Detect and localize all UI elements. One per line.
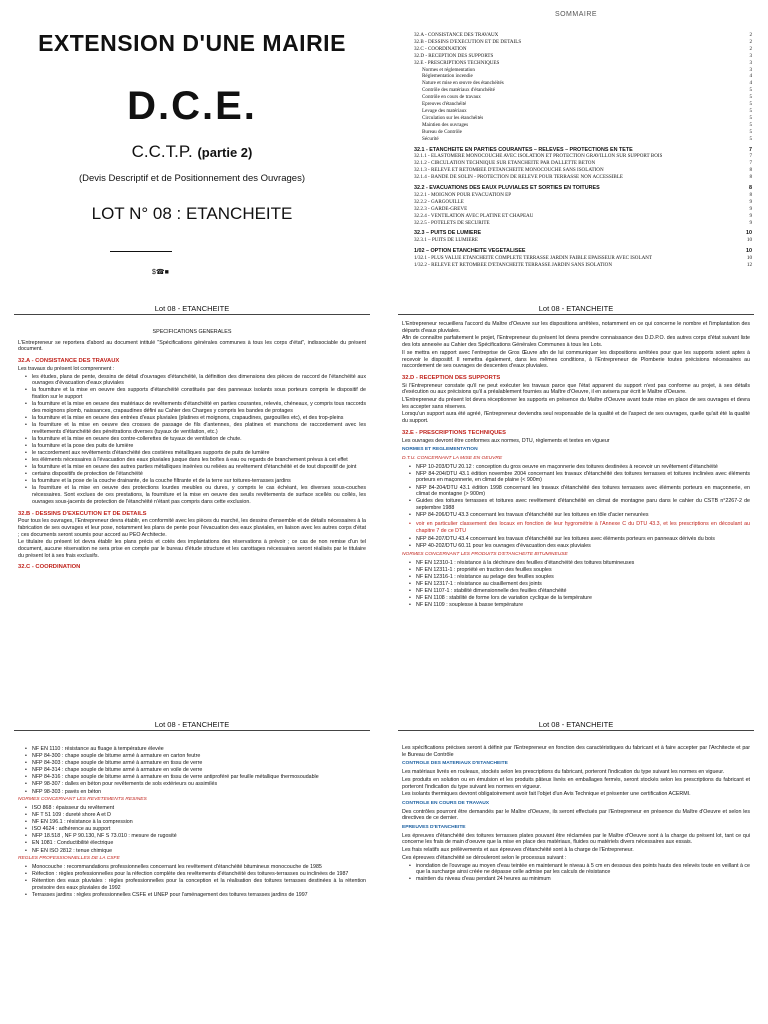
- toc-entry-title: Maintien des ouvrages: [422, 121, 469, 128]
- toc-list: [414, 32, 752, 269]
- cover-page: [0, 0, 384, 264]
- toc-entry-title: 1/32.2 - RELEVE ET RETOMBEE D'ETANCHEITE TERRASSE JARDIN SANS ISOLATION: [414, 262, 613, 269]
- toc-entry[interactable]: [414, 255, 752, 262]
- toc-entry[interactable]: [414, 32, 752, 39]
- list-item: • NF EN 196.1 : résistance à la compression: [18, 819, 366, 826]
- toc-entry[interactable]: [414, 160, 752, 167]
- toc-entry-title: 32.B - DESSINS D'EXECUTION ET DE DETAILS: [414, 38, 522, 45]
- running-header: Lot 08 - ETANCHEITE: [154, 720, 230, 729]
- toc-entry-page: 8: [749, 174, 752, 181]
- toc-entry-title: Levage des matériaux: [422, 107, 467, 114]
- toc-entry-title: 32.1 - ETANCHEITE EN PARTIES COURANTES – RELEVES – PROTECTIONS EN TETE: [414, 146, 633, 153]
- list-item: • NFP 84-314 : chape souple de bitume armé à armature en voile de verre: [18, 767, 366, 774]
- toc-entry-page: 8: [749, 191, 752, 198]
- list-item: • la fourniture et la pose de la couche drainante, de la couche filtrante et de la terre sur toitures-terrasses jardins: [18, 478, 366, 485]
- list-item: • la fourniture et la mise en oeuvre des supports d'étanchéité constitués par des panneaux isolants sous porteurs compris le dispositif de fixation sur le support: [18, 387, 366, 400]
- toc-entry[interactable]: [414, 153, 752, 160]
- toc-entry[interactable]: [414, 122, 752, 129]
- list-item: • NFP 98-303 : pavés en béton: [18, 789, 366, 796]
- toc-entry[interactable]: [414, 199, 752, 206]
- dtu-list: [402, 464, 750, 519]
- list-item: • la fourniture et la mise en oeuvre des contre-collerettes de tuyaux de ventilation de chute.: [18, 436, 366, 443]
- list-item: • NFP 84-316 : chape souple de bitume armé à armature en tissu de verre antiproféré par feuille métallique thermosoudable: [18, 774, 366, 781]
- toc-entry-page: 5: [749, 135, 752, 142]
- section-32d-p2: L'Entrepreneur du présent lot devra réceptionner les supports en présence du Maître d'Oeuvre avant toute mise en place de ses ouvrages et devra les accepter sans réserves.: [402, 397, 750, 410]
- list-item: • ISO 4624 : adhérence au support: [18, 826, 366, 833]
- list-item: • NF EN 1107-1 : stabilité dimensionnelle des feuilles d'étanchéité: [402, 588, 750, 595]
- toc-entry-title: 32.3 – PUITS DE LUMIERE: [414, 230, 482, 237]
- toc-entry-page: 2: [749, 32, 752, 38]
- toc-entry[interactable]: [414, 167, 752, 174]
- toc-entry[interactable]: [414, 192, 752, 199]
- list-item: • inondation de l'ouvrage au moyen d'eau teintée en maintenant le niveau à 5 cm en dessous des points hauts des relevés toute en veillant à ce que la surcharge ainsi créée ne dépasse celle admise par les calculs de résistance: [402, 863, 750, 876]
- list-item: • NF EN 12317-1 : résistance au cisaillement des joints: [402, 581, 750, 588]
- toc-entry-page: 9: [749, 198, 752, 205]
- toc-entry-title: 32.1.2 - CIRCULATION TECHNIQUE SUR ETANCHEITE PAR DALLETTE BETON: [414, 160, 596, 167]
- toc-entry-page: 5: [749, 94, 752, 101]
- toc-entry-page: 10: [746, 248, 752, 255]
- toc-entry-title: Epreuves d'étanchéité: [422, 101, 467, 108]
- toc-entry[interactable]: [414, 174, 752, 181]
- csfe-heading: REGLES PROFESSIONNELLES DE LA CSFE: [18, 856, 120, 862]
- dtu-list-2: [402, 536, 750, 550]
- toc-entry-page: 5: [749, 114, 752, 121]
- list-item: • ISO 868 : épaisseur du revêtement: [18, 805, 366, 812]
- toc-entry-title: 1/32.1 - PLUS VALUE ETANCHEITE COMPLETE TERRASSE JARDIN FAIBLE EPAISSEUR AVEC ISOLANT: [414, 255, 653, 262]
- list-item: • NF T 51 109 : dureté shore A et D: [18, 812, 366, 819]
- cover-lot: LOT N° 08 : ETANCHEITE: [91, 204, 293, 223]
- epreuves-list: [402, 863, 750, 884]
- cover-description: (Devis Descriptif et de Positionnement des Ouvrages): [79, 173, 305, 184]
- list-item: • NF EN 1110 : résistance au fluage à température élevée: [18, 746, 366, 753]
- section-32e-intro: Les ouvrages devront être conformes aux normes, DTU, règlements et textes en vigueur: [402, 437, 610, 444]
- list-item: • la fourniture et la mise en oeuvre des entrées d'eaux pluviales (platines et moignons, crapaudines, gargouilles etc), et des trop-pleins: [18, 415, 366, 422]
- section-heading-32e: 32.E - PRESCRIPTIONS TECHNIQUES: [402, 429, 507, 436]
- toc-entry-title: Contrôle des matériaux d'étanchéité: [422, 87, 495, 94]
- toc-entry[interactable]: [414, 108, 752, 115]
- list-item: • Monocouche : recommandations professionnelles concernant les revêtement d'étanchéité bitumineux monocouche de 1985: [18, 864, 366, 871]
- epreuves-heading: EPREUVES D'ETANCHEITE: [402, 825, 466, 831]
- toc-entry-page: 3: [749, 52, 752, 59]
- section-heading-32a: 32.A - CONSISTANCE DES TRAVAUX: [18, 358, 120, 365]
- spec-paragraph: Les spécifications précises seront à définir par l'Entrepreneur en fonction des caractéristiques du fabricant et à faire accepter par l'Architecte et par le Bureau de Contrôle: [402, 745, 750, 758]
- section-heading-32b: 32.B - DESSINS D'EXECUTION ET DE DETAILS: [18, 510, 147, 517]
- toc-entry-title: 32.2.2 - GARGOUILLE: [414, 198, 464, 205]
- toc-entry-title: Bureau de Contrôle: [422, 128, 462, 135]
- section-32b-p1: Pour tous les ouvrages, l'Entrepreneur devra établir, en conformité avec les pièces du marché, les dessins d'ensemble et de détails nécessaires à la fabrication de ses ouvrages et leur pose, notamment les plans de pente pour l'évacuation des eaux pluviales, en liaison avec les autres corps d'état ; ces documents seront soumis pour accord au PEO Architecte.: [18, 518, 366, 538]
- toc-entry-title: 32.1.1 - ELASTOMERE MONOCOUCHE AVEC ISOLATION ET PROTECTION GRAVILLON SUR SUPPORT BOIS: [414, 153, 663, 160]
- toc-entry-title: Sécurité: [422, 135, 439, 142]
- toc-entry[interactable]: [414, 230, 752, 237]
- list-item: • NFP 84-204/DTU 43.1 édition 1998 concernant les travaux d'étanchéité des toitures terrasses avec éléments porteurs en maçonnerie, en climat de montagne (> 900m): [402, 485, 750, 498]
- running-header: Lot 08 - ETANCHEITE: [538, 304, 614, 313]
- list-item: • la fourniture et la mise en oeuvre des autres parties métalliques insérées ou reliées au revêtement d'étanchéité et de tout dispositif de joint: [18, 464, 366, 471]
- ctrl-materiaux-heading: CONTROLE DES MATERIAUX D'ETANCHEITE: [402, 761, 508, 767]
- epreuves-p3: Ces épreuves d'étanchéité se dérouleront selon le processus suivant :: [402, 854, 567, 861]
- toc-entry[interactable]: [414, 39, 752, 46]
- resin-heading: NORMES CONCERNANT LES REVETEMENTS RESINES: [18, 797, 147, 803]
- toc-entry-page: 7: [749, 160, 752, 167]
- toc-entry[interactable]: [414, 262, 752, 269]
- intro-paragraph: L'Entrepreneur se reportera d'abord au document intitulé "Spécifications générales communes à tous les corps d'état", indissociable du présent document.: [18, 339, 366, 353]
- toc-entry[interactable]: [414, 220, 752, 227]
- page-4: [0, 716, 384, 1024]
- norms-continued-list: [18, 746, 366, 795]
- toc-entry-title: 32.2.5 - POTELETS DE SECURITE: [414, 219, 490, 226]
- toc-entry-page: 9: [749, 219, 752, 226]
- epreuves-p1: Les épreuves d'étanchéité des toitures terrasses plates pouvant être réclamées par le Maître d'Oeuvre sont à la charge du présent lot, tant ce qui concerne les frais de main d'oeuvre que la mise en place des matériaux, fluides ou matériels divers nécessaires aux essais.: [402, 832, 750, 846]
- running-header: Lot 08 - ETANCHEITE: [538, 720, 614, 729]
- toc-entry[interactable]: [414, 46, 752, 53]
- toc-entry[interactable]: [414, 73, 752, 80]
- toc-entry-title: 32.C - COORDINATION: [414, 45, 467, 52]
- list-item: • Rétention des eaux pluviales : règles professionnelles pour la conception et la réalisation des toitures terrasses destinées à la rétention provisoire des eaux pluviales de 1992: [18, 878, 366, 891]
- coord-p3: Il se mettra en rapport avec l'entreprise de Gros Œuvre afin de lui communiquer les dispositions arrêtées pour que les supports soient aptes à recevoir le dispositif. Il remettra également, dans les mêmes conditions, à l'Entrepreneur de Plomberie toutes précisions nécessaires au raccordement de ses ouvrages de descentes d'eaux pluviales.: [402, 349, 750, 370]
- toc-entry-title: Normes et réglementation: [422, 66, 475, 73]
- toc-page: [384, 0, 768, 300]
- travaux-paragraph: Des contrôles pourront être demandés par le Maître d'Oeuvre, ils seront effectués par l'Entrepreneur en présence du Maître d'Oeuvre et selon les directives de ce dernier.: [402, 808, 750, 822]
- toc-entry-title: 32.2.3 - GARDE-GREVE: [414, 205, 468, 212]
- spec-heading: SPECIFICATIONS GENERALES: [152, 329, 232, 335]
- ctrl-p3: Les isolants thermiques devront obligatoirement avoir fait l'objet d'un Avis Technique et présenter une certification ACERMI.: [402, 791, 691, 798]
- cover-divider: [110, 251, 172, 252]
- toc-entry-page: 3: [749, 59, 752, 66]
- ctrl-p2: Les produits en solution ou en émulsion et les produits pâteux livrés en emballages fermés, seront stockés selon les prescriptions du fabricant et porteront l'indication du type suivant les normes en vigueur.: [402, 776, 750, 790]
- toc-entry[interactable]: [414, 248, 752, 255]
- cover-title: EXTENSION D'UNE MAIRIE: [38, 30, 346, 56]
- toc-entry-title: 32.D - RECEPTION DES SUPPORTS: [414, 52, 494, 59]
- list-item: • les éléments nécessaires à l'évacuation des eaux pluviales jusque dans les boîtes à eau ou regards de branchement prévus à cet effet: [18, 457, 366, 464]
- toc-entry-title: Contrôle en cours de travaux: [422, 94, 481, 101]
- cover-mark: $☎■: [152, 269, 169, 276]
- section-32a-intro: Les travaux du présent lot comprennent :: [18, 365, 115, 372]
- list-item: • NF EN 12316-1 : résistance au pelage des feuilles souples: [402, 574, 750, 581]
- nf-list: [402, 560, 750, 609]
- list-item: • NF EN 12311-1 : propriété en traction des feuilles souples: [402, 567, 750, 574]
- toc-entry-page: 8: [749, 167, 752, 174]
- coord-p1: L'Entrepreneur recueillera l'accord du Maître d'Oeuvre sur les dispositions arrêtées, notamment en ce qui concerne le nombre et l'implantation des départs d'eaux pluviales.: [402, 321, 750, 334]
- list-item: • NFP 10-203/DTU 20.12 : conception du gros oeuvre en maçonnerie des toitures destinées à recevoir un revêtement d'étanchéité: [402, 464, 750, 471]
- toc-entry-page: 4: [749, 73, 752, 80]
- cover-cctp: [0, 142, 384, 162]
- ctrl-travaux-heading: CONTROLE EN COURS DE TRAVAUX: [402, 800, 490, 806]
- page-2-body: [0, 315, 384, 571]
- list-item: • NFP 84-303 : chape souple de bitume armé à armature en tissu de verre: [18, 760, 366, 767]
- list-item: • NFP 18.518 , NF P 90.130, NF S 73.010 : mesure de rugosité: [18, 833, 366, 840]
- toc-entry[interactable]: [414, 206, 752, 213]
- toc-entry[interactable]: [414, 129, 752, 136]
- page-4-body: [0, 731, 384, 899]
- toc-entry-page: 10: [746, 255, 752, 262]
- toc-entry-page: 5: [749, 128, 752, 135]
- toc-entry-page: 10: [746, 230, 752, 237]
- toc-entry-title: Réglementation incendie: [422, 73, 473, 80]
- toc-entry-title: 32.3.1 – PUITS DE LUMIERE: [414, 237, 478, 244]
- page-3: [384, 300, 768, 716]
- list-item: • la fourniture et la mise en oeuvre des protections lourdes meubles ou dures, y compris le cas échéant, les diverses sous-couches nécessaires. Sont exclues de ces prestations, la fourniture et la mise en oeuvre des seuils revêtements de surface scellés ou collés, les ouvrages sous-jacents de protection de l'étanchéité n'étant pas compris dans cette exclusion.: [18, 485, 366, 505]
- page-5: [384, 716, 768, 1024]
- toc-entry-title: 32.2.1 - MOIGNON POUR EVACUATION EP: [414, 191, 512, 198]
- toc-heading: SOMMAIRE: [554, 11, 598, 18]
- list-item: • le raccordement aux revêtements d'étanchéité des costières métalliques supports de puits de lumière: [18, 450, 366, 457]
- toc-entry[interactable]: [414, 53, 752, 60]
- list-item: • NFP 40-202/DTU 60.11 pour les ouvrages d'évacuation des eaux pluviales: [402, 543, 750, 550]
- section-32d-p3: Lorsqu'un support aura été agréé, l'Entrepreneur deviendra seul responsable de la qualité et de l'aspect de ses ouvrages, quelle qu'ait été la qualité du support.: [402, 411, 750, 425]
- list-item: • la fourniture et la pose des puits de lumière: [18, 443, 366, 450]
- list-item: • EN 1081 : Conductibilité électrique: [18, 840, 366, 847]
- toc-entry-title: 32.A - CONSISTANCE DES TRAVAUX: [414, 32, 499, 38]
- list-item: • NFP 98-307 : dalles en béton pour revêtements de sols extérieurs ou assimilés: [18, 781, 366, 788]
- section-heading-32c: 32.C - COORDINATION: [18, 564, 81, 571]
- list-item: • NF EN 1109 : souplesse à basse température: [402, 602, 750, 609]
- toc-entry[interactable]: [414, 60, 752, 67]
- toc-entry-page: 9: [749, 212, 752, 219]
- list-item: • Guides des toitures terrasses et toitures avec revêtement d'étanchéité en climat de montagne paru dans le cahier du CSTB n°2267-2 de septembre 1988: [402, 498, 750, 511]
- list-item: • NF EN 1108 : stabilité de forme lors de variation cyclique de la température: [402, 595, 750, 602]
- toc-entry-page: 5: [749, 107, 752, 114]
- page-2: [0, 300, 384, 716]
- toc-entry[interactable]: [414, 94, 752, 101]
- toc-entry-title: 32.2 - EVACUATIONS DES EAUX PLUVIALES ET SORTIES EN TOITURES: [414, 185, 600, 192]
- list-item: • les études, plans de pente, dessins de détail d'ouvrages d'étanchéité, la définition des dimensions des pièces de raccord de l'étanchéité aux ouvrages d'évacuation d'eaux pluviales: [18, 374, 366, 387]
- toc-entry-page: 7: [749, 153, 752, 160]
- list-item: • NFP 84-204/DTU 43.1 édition novembre 2004 concernant les travaux d'étanchéité des toitures terrasses et toitures inclinées avec éléments porteurs en maçonnerie, en climat de plaine (< 900m): [402, 471, 750, 484]
- list-item: • NFP 84-300 : chape souple de bitume armé à armature en carton feutre: [18, 753, 366, 760]
- toc-entry-page: 5: [749, 101, 752, 108]
- running-header: Lot 08 - ETANCHEITE: [154, 304, 230, 313]
- list-item: • la fourniture et la mise en oeuvre des matériaux de revêtements d'étanchéité en parties courantes, relevés, chéneaux, y compris tous raccords des moignons plomb, naissances, crapaudines défini au Cahier des Charges y compris les bandes de protages: [18, 401, 366, 414]
- dtu-warning-item: • voir en particulier classement des locaux en fonction de leur hygrométrie à l'Annexe C du DTU 43.3, et les prescriptions en découlant au chapitre 7 de ce DTU: [402, 521, 750, 534]
- toc-entry-page: 5: [749, 87, 752, 94]
- ctrl-p1: Les matériaux livrés en rouleaux, stockés selon les prescriptions du fabricant, porteront l'indication du type suivant les normes en vigueur.: [402, 769, 725, 776]
- toc-entry-page: 7: [749, 146, 752, 153]
- resin-list: [18, 805, 366, 854]
- section-32a-list: [18, 374, 366, 506]
- list-item: • NFP 84-207/DTU 43.4 concernant les travaux d'étanchéité sur les toitures avec éléments porteurs en panneaux dérivés du bois: [402, 536, 750, 543]
- toc-entry[interactable]: [414, 136, 752, 143]
- nf-heading: NORMES CONCERNANT LES PRODUITS D'ETANCHEITE BITUMINEUSE: [402, 552, 568, 558]
- section-32b-p2: Le titulaire du présent lot devra établir les plans précis et cotés des implantations des réservations à prévoir ; ce cas de non remise d'un tel document, aucune réservation ne sera prise en compte par le bureau d'étude structure et les carottages nécessaires seront réalisés par le titulaire du présent lot à ses frais exclusifs.: [18, 539, 366, 559]
- dtu-heading: D.T.U. CONCERNANT LA MISE EN OEUVRE: [402, 455, 503, 461]
- csfe-list: [18, 864, 366, 899]
- list-item: • Réfection : règles professionnelles pour la réfection complète des revêtements d'étanchéité des toitures-terrasses ou inclinées de 1987: [18, 871, 366, 878]
- toc-entry[interactable]: [414, 185, 752, 192]
- toc-entry-page: 5: [749, 121, 752, 128]
- toc-entry[interactable]: [414, 80, 752, 87]
- toc-entry-title: Circulation sur les étanchéités: [422, 114, 484, 121]
- page-5-body: [384, 731, 768, 883]
- toc-entry-page: 4: [749, 80, 752, 87]
- list-item: • la fourniture et la mise en oeuvre des crosses de passage de fils d'antennes, des platines et manchons de raccordement avec les revêtements d'étanchéité des pénétrations diverses (tuyaux de ventilation, etc.): [18, 422, 366, 435]
- toc-entry-page: 10: [746, 237, 752, 244]
- toc-entry[interactable]: [414, 115, 752, 122]
- section-heading-32d: 32.D - RECEPTION DES SUPPORTS: [402, 374, 501, 381]
- list-item: • NF EN ISO 2812 : tenue chimique: [18, 848, 366, 855]
- list-item: • Terrasses jardins : règles professionnelles CSFE et UNEP pour l'aménagement des toitures terrasses jardins de 1997: [18, 892, 366, 899]
- dtu-warning-list: [402, 521, 750, 534]
- toc-entry-page: 3: [749, 66, 752, 73]
- cctp-part: (partie 2): [197, 145, 253, 160]
- toc-entry[interactable]: [414, 147, 752, 154]
- epreuves-p2: Les frais relatifs aux prélèvements et aux épreuves d'étanchéité sont à la charge de l'Entrepreneur.: [402, 847, 634, 854]
- toc-entry[interactable]: [414, 213, 752, 220]
- toc-entry[interactable]: [414, 237, 752, 244]
- cover-dce: D.C.E.: [127, 84, 257, 128]
- toc-entry-page: 9: [749, 205, 752, 212]
- toc-entry-page: 12: [746, 262, 752, 269]
- toc-entry-title: 1/02 – OPTION ETANCHEITE VEGETALISEE: [414, 248, 526, 255]
- list-item: • NF EN 12310-1 : résistance à la déchirure des feuilles d'étanchéité des toitures bitumineuses: [402, 560, 750, 567]
- coord-p2: Afin de connaître parfaitement le projet, l'Entrepreneur du présent lot devra prendre connaissance des D.D.P.O. des autres corps d'état suivant liste des lots annexée au Cahier des Spécifications Générales Communes à tous les Lots.: [402, 335, 750, 349]
- toc-entry-title: Nature et mise en œuvre des étanchéités: [422, 80, 504, 87]
- section-32d-p1: Si l'Entrepreneur constate qu'il ne peut exécuter les travaux parce que l'état apparent du support n'est pas conforme au projet, à ses détails d'exécution ou aux précisions qu'il a préalablement fournies au Maître d'Oeuvre, il en avisera par écrit le Maître d'Oeuvre.: [402, 382, 750, 396]
- list-item: • NFP 84-206/DTU 43.3 concernant les travaux d'étanchéité sur les toitures en tôle d'acier nervurées: [402, 512, 750, 519]
- page-3-body: [384, 315, 768, 609]
- toc-entry-title: 32.2.4 - VENTILATION AVEC PLATINE ET CHAPEAU: [414, 212, 534, 219]
- toc-entry-title: 32.E - PRESCRIPTIONS TECHNIQUES: [414, 59, 500, 66]
- toc-entry-page: 2: [749, 45, 752, 52]
- toc-entry[interactable]: [414, 67, 752, 74]
- toc-entry-page: 2: [749, 38, 752, 45]
- list-item: • certains dispositifs de protection de l'étanchéité: [18, 471, 366, 478]
- toc-entry-title: 32.1.3 - RELEVE ET RETOMBEE D'ETANCHEITE MONOCOUCHE SANS ISOLATION: [414, 167, 604, 174]
- toc-entry[interactable]: [414, 101, 752, 108]
- normes-heading: NORMES ET REGLEMENTATION: [402, 447, 478, 453]
- cctp-label: C.C.T.P.: [131, 142, 193, 161]
- toc-entry-title: 32.1.4 - BANDE DE SOLIN - PROTECTION DE RELEVE POUR TERRASSE NON ACCESSIBLE: [414, 174, 624, 181]
- toc-entry-page: 8: [749, 185, 752, 192]
- toc-entry[interactable]: [414, 87, 752, 94]
- list-item: • maintien du niveau d'eau pendant 24 heures au minimum: [402, 876, 750, 883]
